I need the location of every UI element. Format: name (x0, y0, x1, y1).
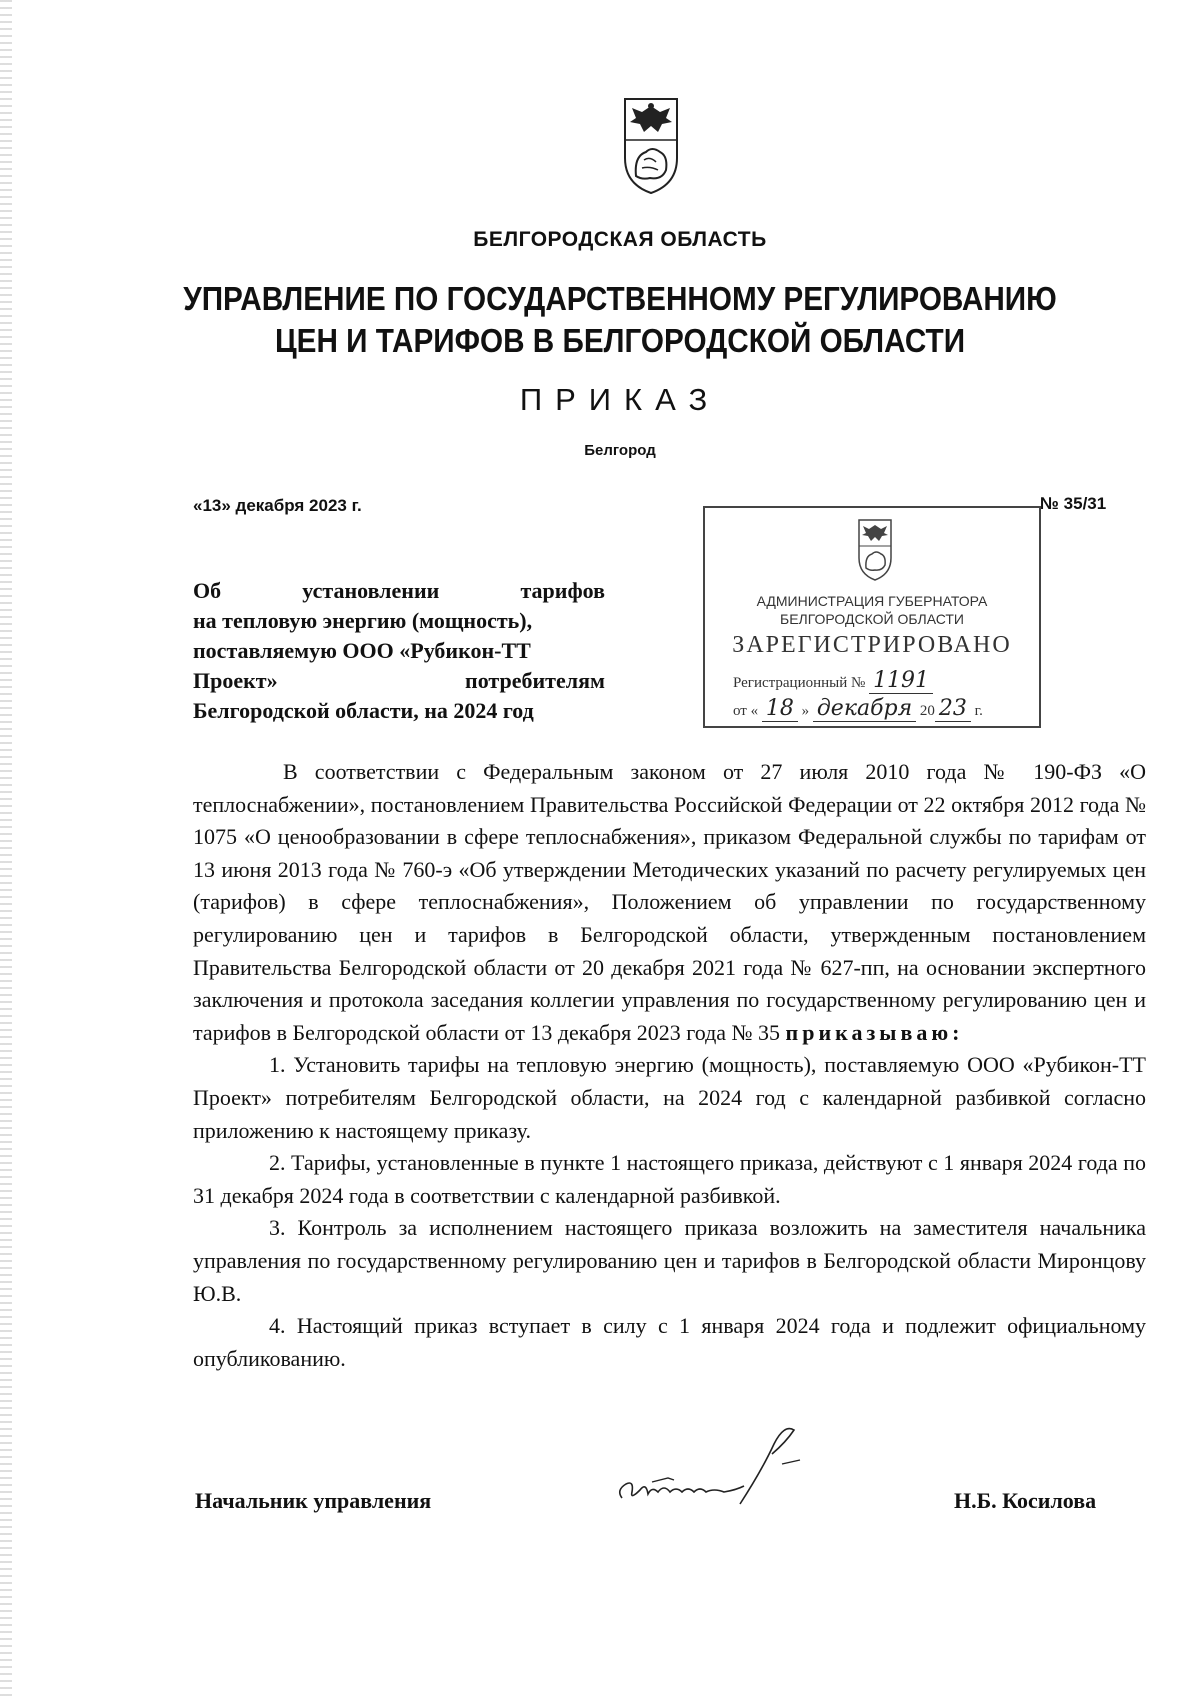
document-type: ПРИКАЗ (519, 382, 721, 417)
order-item-4: 4. Настоящий приказ вступает в силу с 1 января 2024 года и подлежит официальному опубликованию. (193, 1313, 1146, 1371)
subject-line: Проект» потребителям (193, 668, 605, 693)
stamp-day-suffix: » (801, 703, 810, 719)
stamp-registered: ЗАРЕГИСТРИРОВАНО (732, 632, 1012, 658)
preamble-paragraph (193, 756, 1146, 1049)
stamp-org-line1: АДМИНИСТРАЦИЯ ГУБЕРНАТОРА (756, 593, 988, 609)
region-title: БЕЛГОРОДСКАЯ ОБЛАСТЬ (473, 228, 767, 251)
stamp-reg-number: 1191 (869, 668, 933, 694)
order-item-3: 3. Контроль за исполнением настоящего приказа возложить на заместителя начальника управления по государственному регулированию цен и тарифов в Белгородской области Миронцову Ю.В. (193, 1215, 1146, 1306)
stamp-reg-label: Регистрационный № (733, 675, 866, 691)
signatory-name: Н.Б. Косилова (954, 1488, 1097, 1513)
registration-stamp (703, 506, 1041, 728)
agency-title-line2: ЦЕН И ТАРИФОВ В БЕЛГОРОДСКОЙ ОБЛАСТИ (274, 322, 966, 359)
stamp-date-row (733, 696, 983, 721)
stamp-year: 23 (935, 696, 971, 722)
order-item-2: 2. Тарифы, установленные в пункте 1 настоящего приказа, действуют с 1 января 2024 года по 31 декабря 2024 года в соответствии с календарной разбивкой. (193, 1150, 1146, 1208)
order-date: «13» декабря 2023 г. (193, 496, 362, 515)
subject-line: Об установлении тарифов (193, 578, 605, 603)
stamp-year-suffix: г. (974, 703, 983, 719)
subject-line: поставляемую ООО «Рубикон-ТТ (193, 638, 531, 663)
subject-line: на тепловую энергию (мощность), (193, 608, 533, 633)
order-body (193, 756, 1146, 1375)
stamp-org-line2: БЕЛГОРОДСКОЙ ОБЛАСТИ (780, 611, 964, 627)
stamp-coat-of-arms-icon (857, 518, 893, 582)
agency-title-line1: УПРАВЛЕНИЕ ПО ГОСУДАРСТВЕННОМУ РЕГУЛИРОВАНИЮ (183, 280, 1057, 317)
stamp-month: декабря (813, 696, 916, 722)
agency-title (62, 278, 1178, 362)
order-number: № 35/31 (1040, 494, 1107, 513)
stamp-year-prefix: 20 (919, 703, 935, 719)
coat-of-arms-icon (622, 96, 680, 196)
order-word: приказываю: (785, 1019, 964, 1045)
scan-edge (0, 0, 12, 1697)
city: Белгород (584, 442, 656, 459)
preamble-text: В соответствии с Федеральным законом от 27 июля 2010 года № 190-ФЗ «О теплоснабжении», постановлением Правительства Российской Федерации от 22 октября 2012 года № 1075 «О ценообразовании в сфере теплоснабжения», приказом Федеральной службы по тарифам от 13 июня 2013 года № 760-э «Об утверждении Методических указаний по расчету регулируемых цен (тарифов) в сфере теплоснабжения», Положением об управлении по государственному регулированию цен и тарифов в Белгородской области, утвержденным постановлением Правительства Белгородской области от 20 декабря 2021 года № 627-пп, на основании экспертного заключения и протокола заседания коллегии управления по государственному регулированию цен и тарифов в Белгородской области от 13 декабря 2023 года № 35 (193, 759, 1146, 1045)
stamp-organization (705, 592, 1039, 628)
subject-line: Белгородской области, на 2024 год (193, 698, 534, 723)
stamp-reg-number-row (733, 668, 933, 693)
order-subject (193, 576, 605, 726)
handwritten-signature-icon (612, 1420, 852, 1530)
stamp-date-prefix: от « (733, 703, 759, 719)
order-item-1: 1. Установить тарифы на тепловую энергию (мощность), поставляемую ООО «Рубикон-ТТ Проект» потребителям Белгородской области, на 2024 год с календарной разбивкой согласно приложению к настоящему приказу. (193, 1052, 1146, 1143)
signatory-title: Начальник управления (195, 1488, 432, 1513)
stamp-day: 18 (762, 696, 798, 722)
